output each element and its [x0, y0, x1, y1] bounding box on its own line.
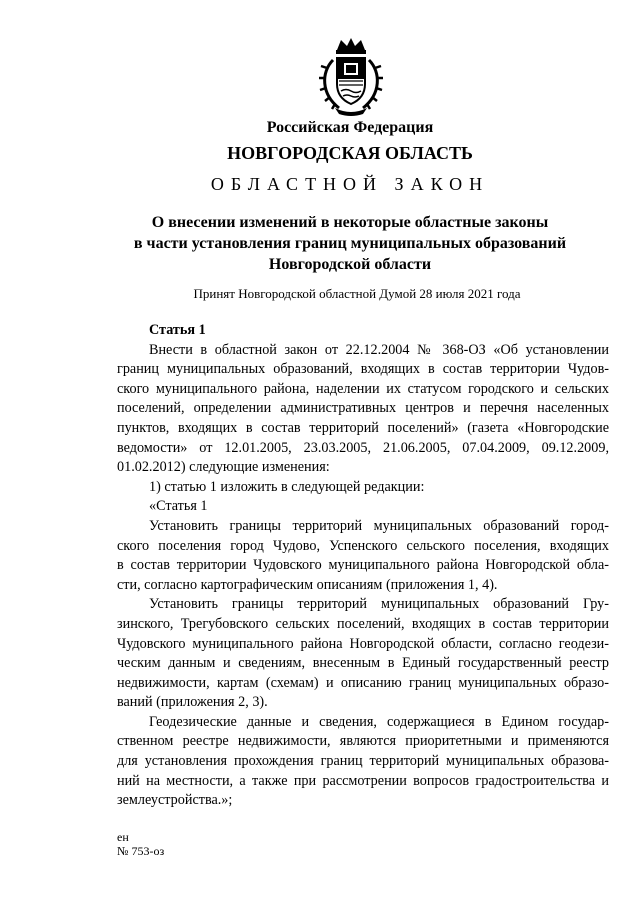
footer-note	[117, 830, 164, 858]
text-line: ского муниципального района, наделении их статусом городского и сельских	[117, 380, 609, 397]
text-line: ственном реестре недвижимости, являются приоритетными и применяются	[117, 733, 609, 750]
text-line: ваний (приложения 2, 3).	[117, 694, 268, 711]
text-line: ведомости» от 12.01.2005, 23.03.2005, 21.06.2005, 07.04.2009, 09.12.2009,	[117, 439, 609, 456]
region-name: НОВГОРОДСКАЯ ОБЛАСТЬ	[227, 143, 473, 163]
text-line: недвижимости, картам (схемам) и описанию границ муниципальных образо-	[117, 674, 609, 691]
text-line: в состав территории Чудовского муниципального района Новгородской обла-	[117, 557, 609, 574]
text-line: Установить границы территорий муниципальных образований Гру-	[149, 596, 609, 613]
text-line: зинского, Трегубовского сельских поселений, входящих в состав территории	[117, 615, 609, 632]
document-title	[100, 212, 600, 275]
text-line: Геодезические данные и сведения, содержащиеся в Едином государ-	[149, 713, 609, 730]
text-line: Внести в областной закон от 22.12.2004 № 368-ОЗ «Об установлении	[149, 341, 609, 358]
text-line: для установления прохождения границ территорий муниципальных образова-	[117, 753, 609, 770]
footer-number: № 753-оз	[117, 844, 165, 858]
article-body	[117, 321, 609, 811]
text-line: 01.02.2012) следующие изменения:	[117, 459, 330, 476]
coat-of-arms-icon	[317, 36, 385, 116]
article-heading: Статья 1	[149, 322, 206, 338]
text-line: «Статья 1	[149, 498, 208, 515]
text-line: поселений, определении административных центров и перечня населенных	[117, 400, 609, 417]
title-line: О внесении изменений в некоторые областные законы	[151, 214, 549, 231]
text-line: ний на местности, а также при рассмотрении вопросов градостроительства и	[117, 772, 609, 789]
text-line: границ муниципальных образований, входящих в состав территории Чудов-	[117, 361, 609, 378]
text-line: ского поселения город Чудово, Успенского сельского поселения, входящих	[117, 537, 609, 554]
title-line: Новгородской области	[268, 256, 432, 273]
title-line: в части установления границ муниципальных образований	[133, 235, 567, 252]
text-line: ческим данным и сведениям, внесенным в Единый государственный реестр	[117, 655, 609, 672]
text-line: сти, согласно картографическим описаниям (приложения 1, 4).	[117, 576, 498, 593]
adoption-note: Принят Новгородской областной Думой 28 июля 2021 года	[193, 286, 521, 301]
country-name: Российская Федерация	[266, 119, 434, 136]
footer-initials: ен	[117, 830, 129, 844]
text-line: Установить границы территорий муниципальных образований город-	[149, 517, 609, 534]
text-line: Чудовского муниципального района Новгородской области, согласно геодези-	[117, 635, 609, 652]
text-line: землеустройства.»;	[117, 792, 233, 809]
text-line: пунктов, входящих в состав территорий поселений» (газета «Новгородские	[117, 419, 609, 436]
text-line: 1) статью 1 изложить в следующей редакции:	[149, 478, 425, 495]
document-type: ОБЛАСТНОЙ ЗАКОН	[210, 174, 490, 194]
